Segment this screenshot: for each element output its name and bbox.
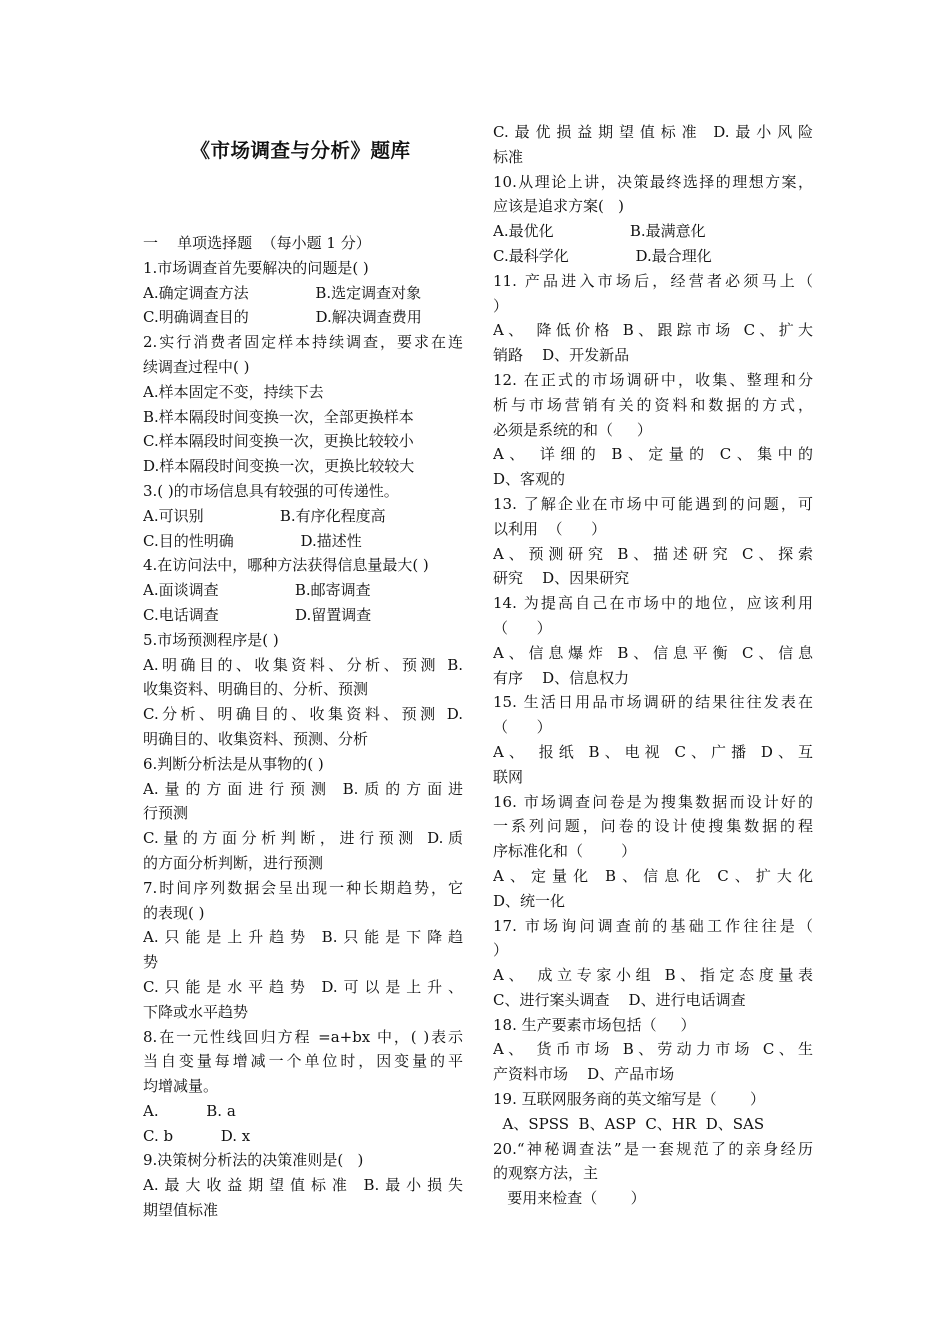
text-line: C.分析、明确目的、收集资料、预测 D. (143, 705, 463, 724)
text-line: 产资料市场 D、产品市场 (493, 1065, 675, 1084)
text-line: 以利用 （ ） (493, 519, 607, 538)
text-line: A.面谈调查 B.邮寄调查 (143, 581, 371, 600)
text-line: C. b D. x (143, 1126, 251, 1145)
text-line: 13. 了解企业在市场中可能遇到的问题，可 (493, 494, 813, 513)
text-line: 有序 D、信息权力 (493, 668, 630, 687)
text-line: 8.在一元性线回归方程 =a+bx 中，( )表示 (143, 1027, 463, 1046)
text-line: A.确定调查方法 B.选定调查对象 (143, 283, 422, 302)
text-line: C.量的方面分析判断，进行预测 D.质 (143, 829, 463, 848)
text-line: 行预测 (143, 804, 189, 823)
text-line: 16. 市场调查问卷是为搜集数据而设计好的 (493, 792, 813, 811)
text-line: 14. 为提高自己在市场中的地位，应该利用 (493, 594, 813, 613)
text-line: C.电话调查 D.留置调查 (143, 605, 372, 624)
left-column (143, 120, 463, 1223)
text-line: C、进行案头调查 D、进行电话调查 (493, 990, 746, 1009)
text-line: 销路 D、开发新品 (493, 346, 630, 365)
text-line: D.样本隔段时间变换一次，更换比较较大 (143, 457, 415, 476)
text-line: 9.决策树分析法的决策准则是( ) (143, 1151, 364, 1170)
text-line: 一 单项选择题 （每小题 1 分） (143, 234, 371, 252)
text-line: A.只能是上升趋势 B.只能是下降趋 (143, 928, 463, 947)
text-line: 必须是系统的和（ ） (493, 420, 652, 439)
text-line: 6.判断分析法是从事物的( ) (143, 754, 324, 773)
text-line: 当自变量每增减一个单位时，因变量的平 (143, 1052, 463, 1071)
text-line: 的观察方法，主 (493, 1164, 599, 1183)
text-line: ） (493, 941, 509, 960)
title-spacer (143, 182, 463, 231)
text-line: 的表现( ) (143, 903, 205, 922)
text-line: 的方面分析判断，进行预测 (143, 853, 324, 872)
text-line: 10.从理论上讲，决策最终选择的理想方案， (493, 172, 813, 191)
text-line: （ ） (493, 618, 552, 637)
text-line: 析与市场营销有关的资料和数据的方式， (493, 395, 813, 414)
text-line: 19. 互联网服务商的英文缩写是（ ） (493, 1090, 766, 1109)
text-line: 7.时间序列数据会呈出现一种长期趋势，它 (143, 878, 463, 897)
text-line: A、定量化 B、信息化 C、扩大化 (493, 866, 813, 885)
text-line: A.量的方面进行预测 B.质的方面进 (143, 779, 463, 798)
text-line: A.可识别 B.有序化程度高 (143, 506, 386, 525)
text-line: 续调查过程中( ) (143, 357, 250, 376)
text-line: 15. 生活日用品市场调研的结果往往发表在 (493, 693, 813, 712)
text-line: 研究 D、因果研究 (493, 569, 630, 588)
text-line: C.目的性明确 D.描述性 (143, 531, 362, 550)
text-line: A、信息爆炸 B、信息平衡 C、信息 (493, 643, 813, 662)
text-line: A、SPSS B、ASP C、HR D、SAS (493, 1114, 765, 1133)
text-line: 标准 (493, 147, 524, 166)
text-line: 序标准化和（ ） (493, 842, 637, 861)
text-line: 1.市场调查首先要解决的问题是( ) (143, 258, 369, 277)
left-question-list (143, 231, 463, 1223)
text-line: A.明确目的、收集资料、分析、预测 B. (143, 655, 463, 674)
text-line: 势 (143, 953, 159, 972)
text-line: 一系列问题，问卷的设计使搜集数据的程 (493, 817, 813, 836)
text-line: C.明确调查目的 D.解决调查费用 (143, 308, 422, 327)
text-line: C.最优损益期望值标准 D.最小风险 (493, 123, 813, 141)
text-line: 收集资料、明确目的、分析、预测 (143, 680, 369, 699)
text-line: 20.“神秘调查法”是一套规范了的亲身经历 (493, 1139, 813, 1158)
text-line: 11. 产品进入市场后，经营者必须马上（ (493, 271, 813, 290)
text-line: A. B. a (143, 1101, 236, 1120)
text-line: 12. 在正式的市场调研中，收集、整理和分 (493, 370, 813, 389)
text-line: A、 成立专家小组 B、指定态度量表 (493, 966, 813, 985)
text-line: A.样本固定不变，持续下去 (143, 382, 324, 401)
text-line: ） (493, 296, 509, 315)
text-line: A、预测研究 B、描述研究 C、探索 (493, 544, 813, 563)
text-line: D、统一化 (493, 891, 566, 910)
text-line: C.最科学化 D.最合理化 (493, 246, 712, 265)
text-line: D、客观的 (493, 470, 566, 489)
right-column (493, 120, 813, 1211)
text-line: 期望值标准 (143, 1201, 219, 1220)
text-line: 要用来检查（ ） (493, 1189, 646, 1208)
text-line: 明确目的、收集资料、预测、分析 (143, 729, 369, 748)
text-line: A、 货币市场 B、劳动力市场 C、生 (493, 1040, 813, 1059)
text-line: A、 详细的 B、定量的 C、集中的 (493, 445, 813, 464)
text-line: A、 报纸 B、电视 C、广播 D、互 (493, 742, 813, 761)
text-line: 2.实行消费者固定样本持续调查，要求在连 (143, 333, 463, 352)
text-line: A.最大收益期望值标准 B.最小损失 (143, 1176, 463, 1195)
text-line: C.只能是水平趋势 D.可以是上升、 (143, 977, 463, 996)
text-line: 联网 (493, 767, 524, 786)
page-title: 《市场调查与分析》题库 (190, 139, 411, 162)
text-line: 5.市场预测程序是( ) (143, 630, 279, 649)
text-line: A.最优化 B.最满意化 (493, 222, 706, 241)
text-line: 均增减量。 (143, 1077, 219, 1096)
text-line: （ ） (493, 718, 552, 737)
text-line: A、 降低价格 B、跟踪市场 C、扩大 (493, 321, 813, 340)
text-line: 下降或水平趋势 (143, 1002, 249, 1021)
text-line: 3.( )的市场信息具有较强的可传递性。 (143, 481, 399, 500)
text-line: 18. 生产要素市场包括（ ） (493, 1015, 696, 1034)
text-line: B.样本隔段时间变换一次，全部更换样本 (143, 407, 414, 426)
text-line: C.样本隔段时间变换一次，更换比较较小 (143, 432, 414, 451)
right-question-list (493, 120, 813, 1211)
text-line: 4.在访问法中，哪种方法获得信息量最大( ) (143, 556, 429, 575)
text-line: 应该是追求方案( ) (493, 197, 625, 216)
text-line: 17. 市场询问调查前的基础工作往往是（ (493, 916, 813, 935)
